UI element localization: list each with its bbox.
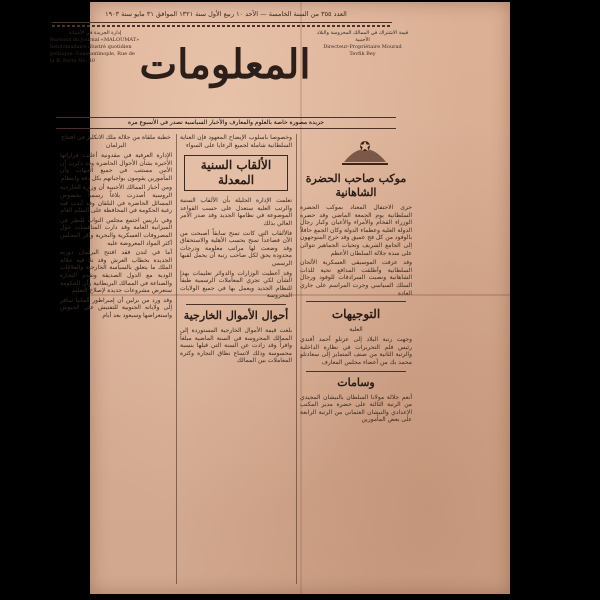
- column-right: [300, 134, 412, 584]
- article-text: وجهت رتبة البلاد إلى عزتلو أحمد أفندي رئيس قلم التحريرات في نظارة الداخلية والرتبة الثانية من صنف المتمايز إلى سعادتلو محمد بك من أعضاء مجلس المعارف: [300, 336, 412, 366]
- article-text: وقد أعطيت الوزارات والدوائر تعليمات بهذا الشأن لكي تجري المعاملات الرسمية طبقاً للنظام الجديد ويعمل بها في جميع الولايات المحروسة: [180, 269, 292, 300]
- column-separator: [296, 134, 297, 584]
- right-info-arabic: قيمة الاشتراك في الممالك المحروسة والبلاد الأجنبية: [316, 30, 409, 43]
- ottoman-emblem-icon: [340, 132, 390, 168]
- dateline: العدد ٣٥٥ من السنة الخامسة — الأحد ١٠ ربيع الأول سنة ١٣٢١ الموافق ٣١ مايو سنة ١٩٠٣: [105, 10, 347, 18]
- headline-mawkib: موكب صاحب الحضرة الشاهانية: [305, 172, 407, 199]
- article-text: وخصوصاً بأسلوب الإيضاح المعهود فإن العناية السلطانية شاملة لجميع الرعايا على السواء: [180, 134, 292, 149]
- section-divider: [306, 301, 406, 302]
- headline-wisamat: وسامات: [337, 375, 375, 389]
- article-text: أنعم جلالة مولانا السلطان بالنيشان المجيدي من الرتبة الثالثة على حضرة مدير المكتب الإعدادي والنيشان العثماني من الرتبة الرابعة على بعض المأمورين: [300, 393, 412, 424]
- masthead-title: المعلومات: [139, 41, 311, 88]
- right-info-french: Directeur-Propriétaire Mourad Tevfik Bey: [323, 44, 402, 57]
- article-text: أما في لندن فقد افتتح البرلمان دورته الجديدة بخطاب العرش وقد تلا فيه جلالة الملك ما يتعلق بالسياسة الخارجية والعلاقات الودية مع الدول الصديقة وتقدم التجارة والصناعة في الممالك البريطانية وأن الحكومة ستعرض مشروعات جديدة لإصلاح التعليم: [60, 249, 172, 295]
- article-text: الإدارة العرفية في مقدونية أعلنت قراراتها الأخيرة بشأن الأحوال الحاضرة وقد ذكرت أن الأمن مستتب في جميع الجهات وأن المأمورين يقومون بواجباتهم بكل دقة وانتظام: [60, 152, 172, 182]
- article-text: وقد ورد من برلين أن إمبراطور ألمانيا سافر إلى ولاياته الجنوبية للتفتيش على الجيوش واستعراضها وسيعود بعد أيام: [60, 296, 172, 319]
- article-text: فالألقاب التي كانت تمنح سابقاً أصبحت من الآن فصاعداً تمنح بحسب الأهلية والاستحقاق وقد وضعت لها مراتب معلومة ودرجات محدودة يحق لكل صاحب رتبة أن يحمل لقبها الرسمي: [180, 229, 292, 267]
- section-label: العلية: [349, 326, 363, 334]
- article-text: وقد عزفت الموسيقى العسكرية الألحان السلطانية وأطلقت المدافع تحية للذات الشاهانية ونصبت السرادقات للوفود ورجال السلك السياسي وجرت المراسم على جاري العادة: [300, 259, 412, 297]
- article-text: بلغت قيمة الأموال الخارجية المستوردة إلى الممالك المحروسة في السنة الماضية مبلغاً وافراً وقد زادت عن السنة التي قبلها بنسبة محسوسة وذلك لاتساع نطاق التجارة وكثرة المعاملات بين الممالك: [180, 326, 292, 365]
- section-divider: [306, 371, 406, 372]
- left-info-arabic: إدارة الجريدة في الآستانة: [68, 30, 122, 36]
- headline-tawjihat: التوجيهات: [331, 307, 381, 322]
- header-rule-dotted: [52, 25, 392, 27]
- section-label: خطبة ملقاة من جلالة ملك الانكليز في افتتاح البرلمان: [61, 134, 171, 149]
- headline-ilqab: الألقاب السنية المعدلة: [184, 155, 288, 191]
- article-text: جرى الاحتفال المعتاد بموكب الحضرة السلطانية يوم الجمعة الماضي وقد حضره الوزراء الفخام والأمراء والأعيان وكبار رجال الدولة العلية وعظماء الدولة وكان الجمع حافلاً بالوفود من كل فج عميق وقد خرج المتوجهون إلى الجامع الشريف وتحيات الجماهير تتوالى على سدة جلالة السلطان الأعظم: [300, 204, 412, 257]
- article-text: ومن أخبار الممالك الأجنبية أن وزارة الخارجية الروسية أصدرت بلاغاً رسمياً بخصوص المسائل الحاضرة في البلقان وقد أبدت فيه رغبة الحكومة في المحافظة على السلم العام: [60, 184, 172, 215]
- section-divider: [186, 304, 286, 305]
- left-info-french: Bureaux du Journal «MALOUMAT» hebdomadaire illustré quotidien politique. Constantinople, Rue de la B. Porte No. 40: [50, 37, 140, 64]
- right-header-info: [315, 30, 410, 120]
- article-text: وفي باريس اجتمع مجلس النواب للنظر في الميزانية العامة وقد دارت المناقشات حول المصروفات العسكرية والبحرية وأقر المجلس أكثر المواد المعروضة عليه: [60, 216, 172, 247]
- column-left: [60, 134, 172, 584]
- header-rule: [52, 22, 392, 23]
- column-separator: [176, 134, 177, 584]
- article-text: تعلمت الإدارة الجليلة بأن الألقاب السنية والرتب العلية ستعدل على حسب القواعد الموضوعة في نظامها الجديد وقد صدر الأمر العالي بذلك: [180, 197, 292, 227]
- column-middle: [180, 134, 292, 584]
- subtitle-line: جريدة مصورة خاصة بالعلوم والمعارف والأخبار السياسية تصدر في الأسبوع مرة: [56, 117, 396, 129]
- headline-ahwal: أحوال الأموال الخارجية: [183, 308, 289, 322]
